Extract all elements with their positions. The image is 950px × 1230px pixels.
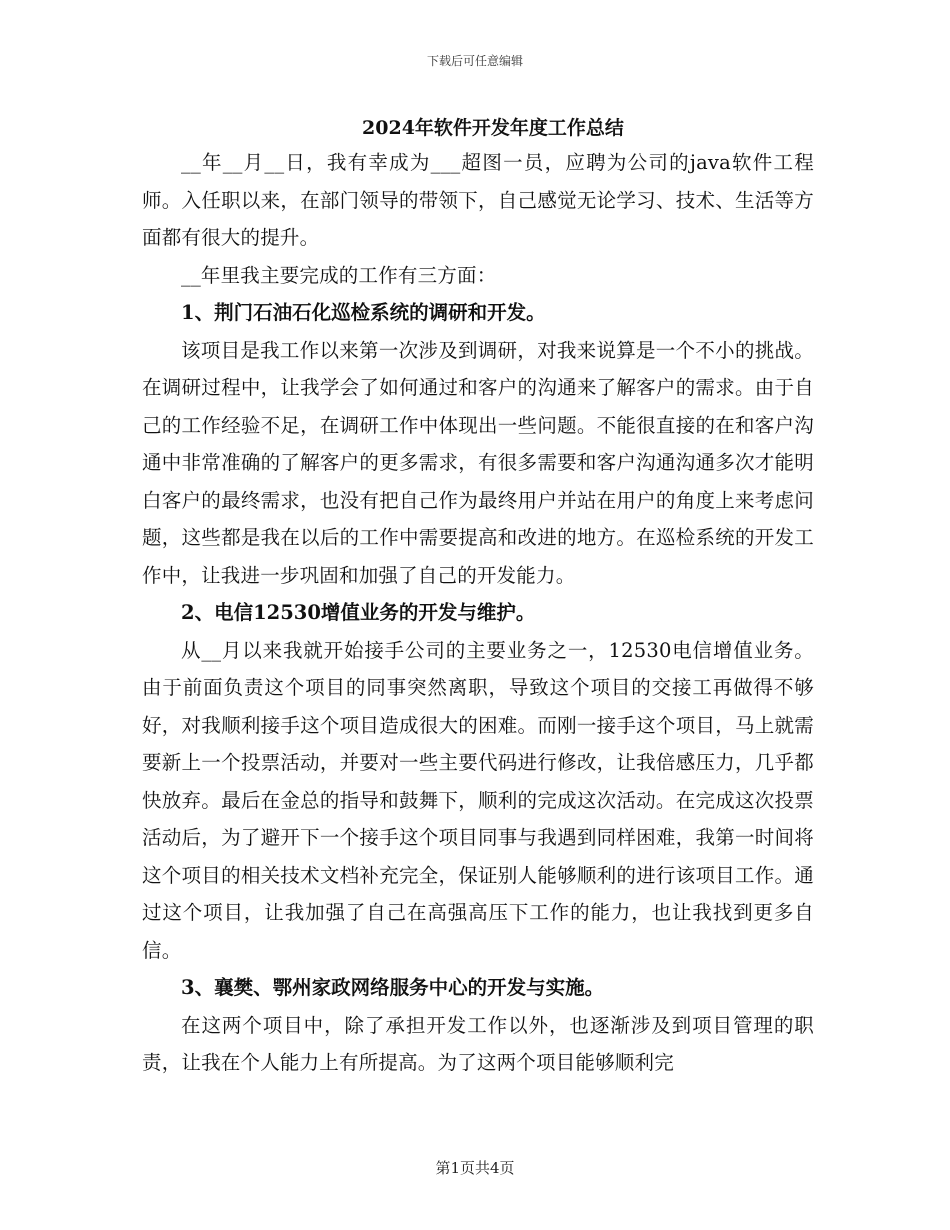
document-body <box>142 112 814 1082</box>
section-heading: 3、襄樊、鄂州家政网络服务中心的开发与实施。 <box>181 976 605 999</box>
section-heading: 1、荆门石油石化巡检系统的调研和开发。 <box>181 301 546 324</box>
section-body: 该项目是我工作以来第一次涉及到调研，对我来说算是一个不小的挑战。在调研过程中，让我学会了如何通过和客户的沟通来了解客户的需求。由于自己的工作经验不足，在调研工作中体现出一些问题。不能很直接的在和客户沟通中非常准确的了解客户的更多需求，有很多需要和客户沟通沟通多次才能明白客户的最终需求，也没有把自己作为最终用户并站在用户的角度上来考虑问题，这些都是我在以后的工作中需要提高和改进的地方。在巡检系统的开发工作中，让我进一步巩固和加强了自己的开发能力。 <box>142 338 814 587</box>
summary-line: __年里我主要完成的工作有三方面： <box>181 263 497 287</box>
section-body: 从__月以来我就开始接手公司的主要业务之一，12530电信增值业务。由于前面负责这个项目的同事突然离职，导致这个项目的交接工再做得不够好，对我顺利接手这个项目造成很大的困难。而刚一接手这个项目，马上就需要新上一个投票活动，并要对一些主要代码进行修改，让我倍感压力，几乎都快放弃。最后在金总的指导和鼓舞下，顺利的完成这次活动。在完成这次投票活动后，为了避开下一个接手这个项目同事与我遇到同样困难，我第一时间将这个项目的相关技术文档补充完全，保证别人能够顺利的进行该项目工作。通过这个项目，让我加强了自己在高强高压下工作的能力，也让我找到更多自信。 <box>142 638 814 962</box>
section-heading: 2、电信12530增值业务的开发与维护。 <box>181 601 536 624</box>
page-number: 第1页共4页 <box>435 1159 515 1177</box>
intro-paragraph: __年__月__日，我有幸成为___超图一员，应聘为公司的java软件工程师。入任职以来，在部门领导的带领下，自己感觉无论学习、技术、生活等方面都有很大的提升。 <box>142 151 814 249</box>
page-header-note: 下载后可任意编辑 <box>426 54 523 68</box>
document-title: 2024年软件开发年度工作总结 <box>362 117 624 139</box>
section-body: 在这两个项目中，除了承担开发工作以外，也逐渐涉及到项目管理的职责，让我在个人能力上有所提高。为了这两个项目能够顺利完 <box>142 1013 814 1074</box>
